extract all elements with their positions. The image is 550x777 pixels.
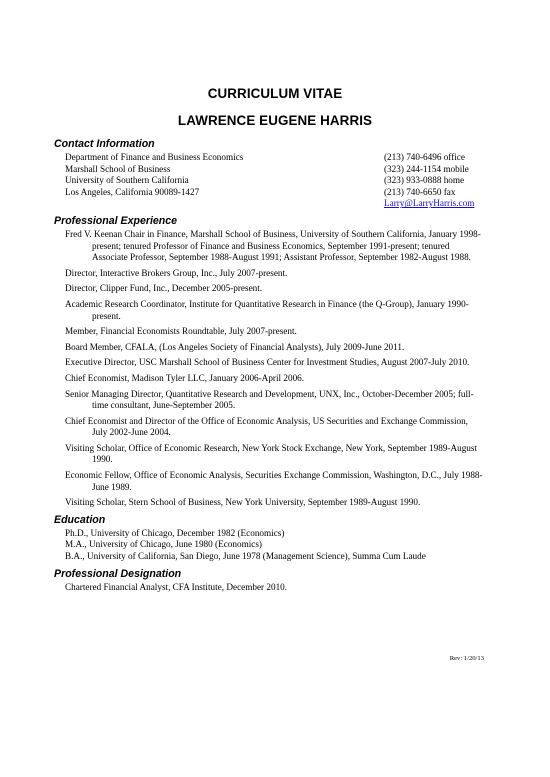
contact-section — [54, 138, 484, 210]
experience-entry: Chief Economist and Director of the Office of Economic Analysis, US Securities and Exchange Commission, July 2002-June 2004. — [65, 415, 468, 438]
email-link[interactable]: Larry@LarryHarris.com — [384, 198, 475, 209]
experience-entry: Director, Interactive Brokers Group, Inc., July 2007-present. — [65, 267, 288, 278]
phone-mobile: (323) 244-1154 mobile — [384, 163, 469, 174]
degree-line: B.A., University of California, San Diego, June 1978 (Management Science), Summa Cum Laude — [65, 551, 426, 562]
experience-entry: Visiting Scholar, Stern School of Business, New York University, September 1989-August 1990. — [65, 497, 421, 508]
experience-entry: Fred V. Keenan Chair in Finance, Marshall School of Business, University of Southern California, January 1998-present; tenured Professor of Finance and Business Economics, September 1991-present; tenured Associate Professor, September 1988-August 1991; Assistant Professor, September 1982-August 1988. — [65, 228, 481, 263]
address-line: Los Angeles, California 90089-1427 — [65, 186, 200, 197]
experience-entry: Member, Financial Economists Roundtable, July 2007-present. — [65, 326, 297, 337]
education-section — [54, 514, 484, 563]
designation-heading: Professional Designation — [54, 567, 182, 580]
address-line: Department of Finance and Business Economics — [65, 152, 244, 162]
experience-section — [54, 215, 484, 509]
designation-line: Chartered Financial Analyst, CFA Institute, December 2010. — [65, 581, 288, 592]
contact-phones — [384, 152, 484, 210]
experience-heading: Professional Experience — [54, 214, 178, 227]
phone-fax: (213) 740-6650 fax — [384, 186, 456, 197]
experience-entry: Academic Research Coordinator, Institute for Quantitative Research in Finance (the Q-Group), January 1990-present. — [65, 298, 469, 321]
phone-office: (213) 740-6496 office — [384, 152, 465, 162]
designation-section — [54, 568, 484, 594]
phone-home: (323) 933-0888 home — [384, 175, 465, 186]
experience-entry: Visiting Scholar, Office of Economic Research, New York Stock Exchange, New York, September 1989-August 1990. — [65, 442, 478, 465]
contact-address — [65, 152, 243, 210]
experience-entry: Executive Director, USC Marshall School of Business Center for Investment Studies, August 2007-July 2010. — [65, 357, 470, 368]
address-line: University of Southern California — [65, 175, 189, 186]
experience-entry: Board Member, CFALA, (Los Angeles Society of Financial Analysts), July 2009-June 2011. — [65, 341, 405, 352]
document-title: CURRICULUM VITAE — [207, 86, 343, 101]
contact-grid — [54, 152, 484, 210]
revision-date: Rev: 1/20/13 — [449, 655, 484, 662]
contact-heading: Contact Information — [54, 138, 155, 150]
experience-entry: Director, Clipper Fund, Inc., December 2005-present. — [65, 283, 263, 294]
person-name: LAWRENCE EUGENE HARRIS — [177, 113, 373, 128]
address-line: Marshall School of Business — [65, 163, 171, 174]
education-heading: Education — [54, 513, 106, 526]
experience-entry: Chief Economist, Madison Tyler LLC, January 2006-April 2006. — [65, 372, 305, 383]
experience-entry: Senior Managing Director, Quantitative Research and Development, UNX, Inc., October-December 2005; full-time consultant, June-September 2005. — [65, 388, 474, 411]
degree-line: Ph.D., University of Chicago, December 1982 (Economics) — [65, 527, 285, 538]
experience-entry: Economic Fellow, Office of Economic Analysis, Securities Exchange Commission, Washington, D.C., July 1988-June 1989. — [65, 470, 483, 492]
degree-line: M.A., University of Chicago, June 1980 (Economics) — [65, 539, 262, 550]
cv-content — [54, 138, 484, 598]
